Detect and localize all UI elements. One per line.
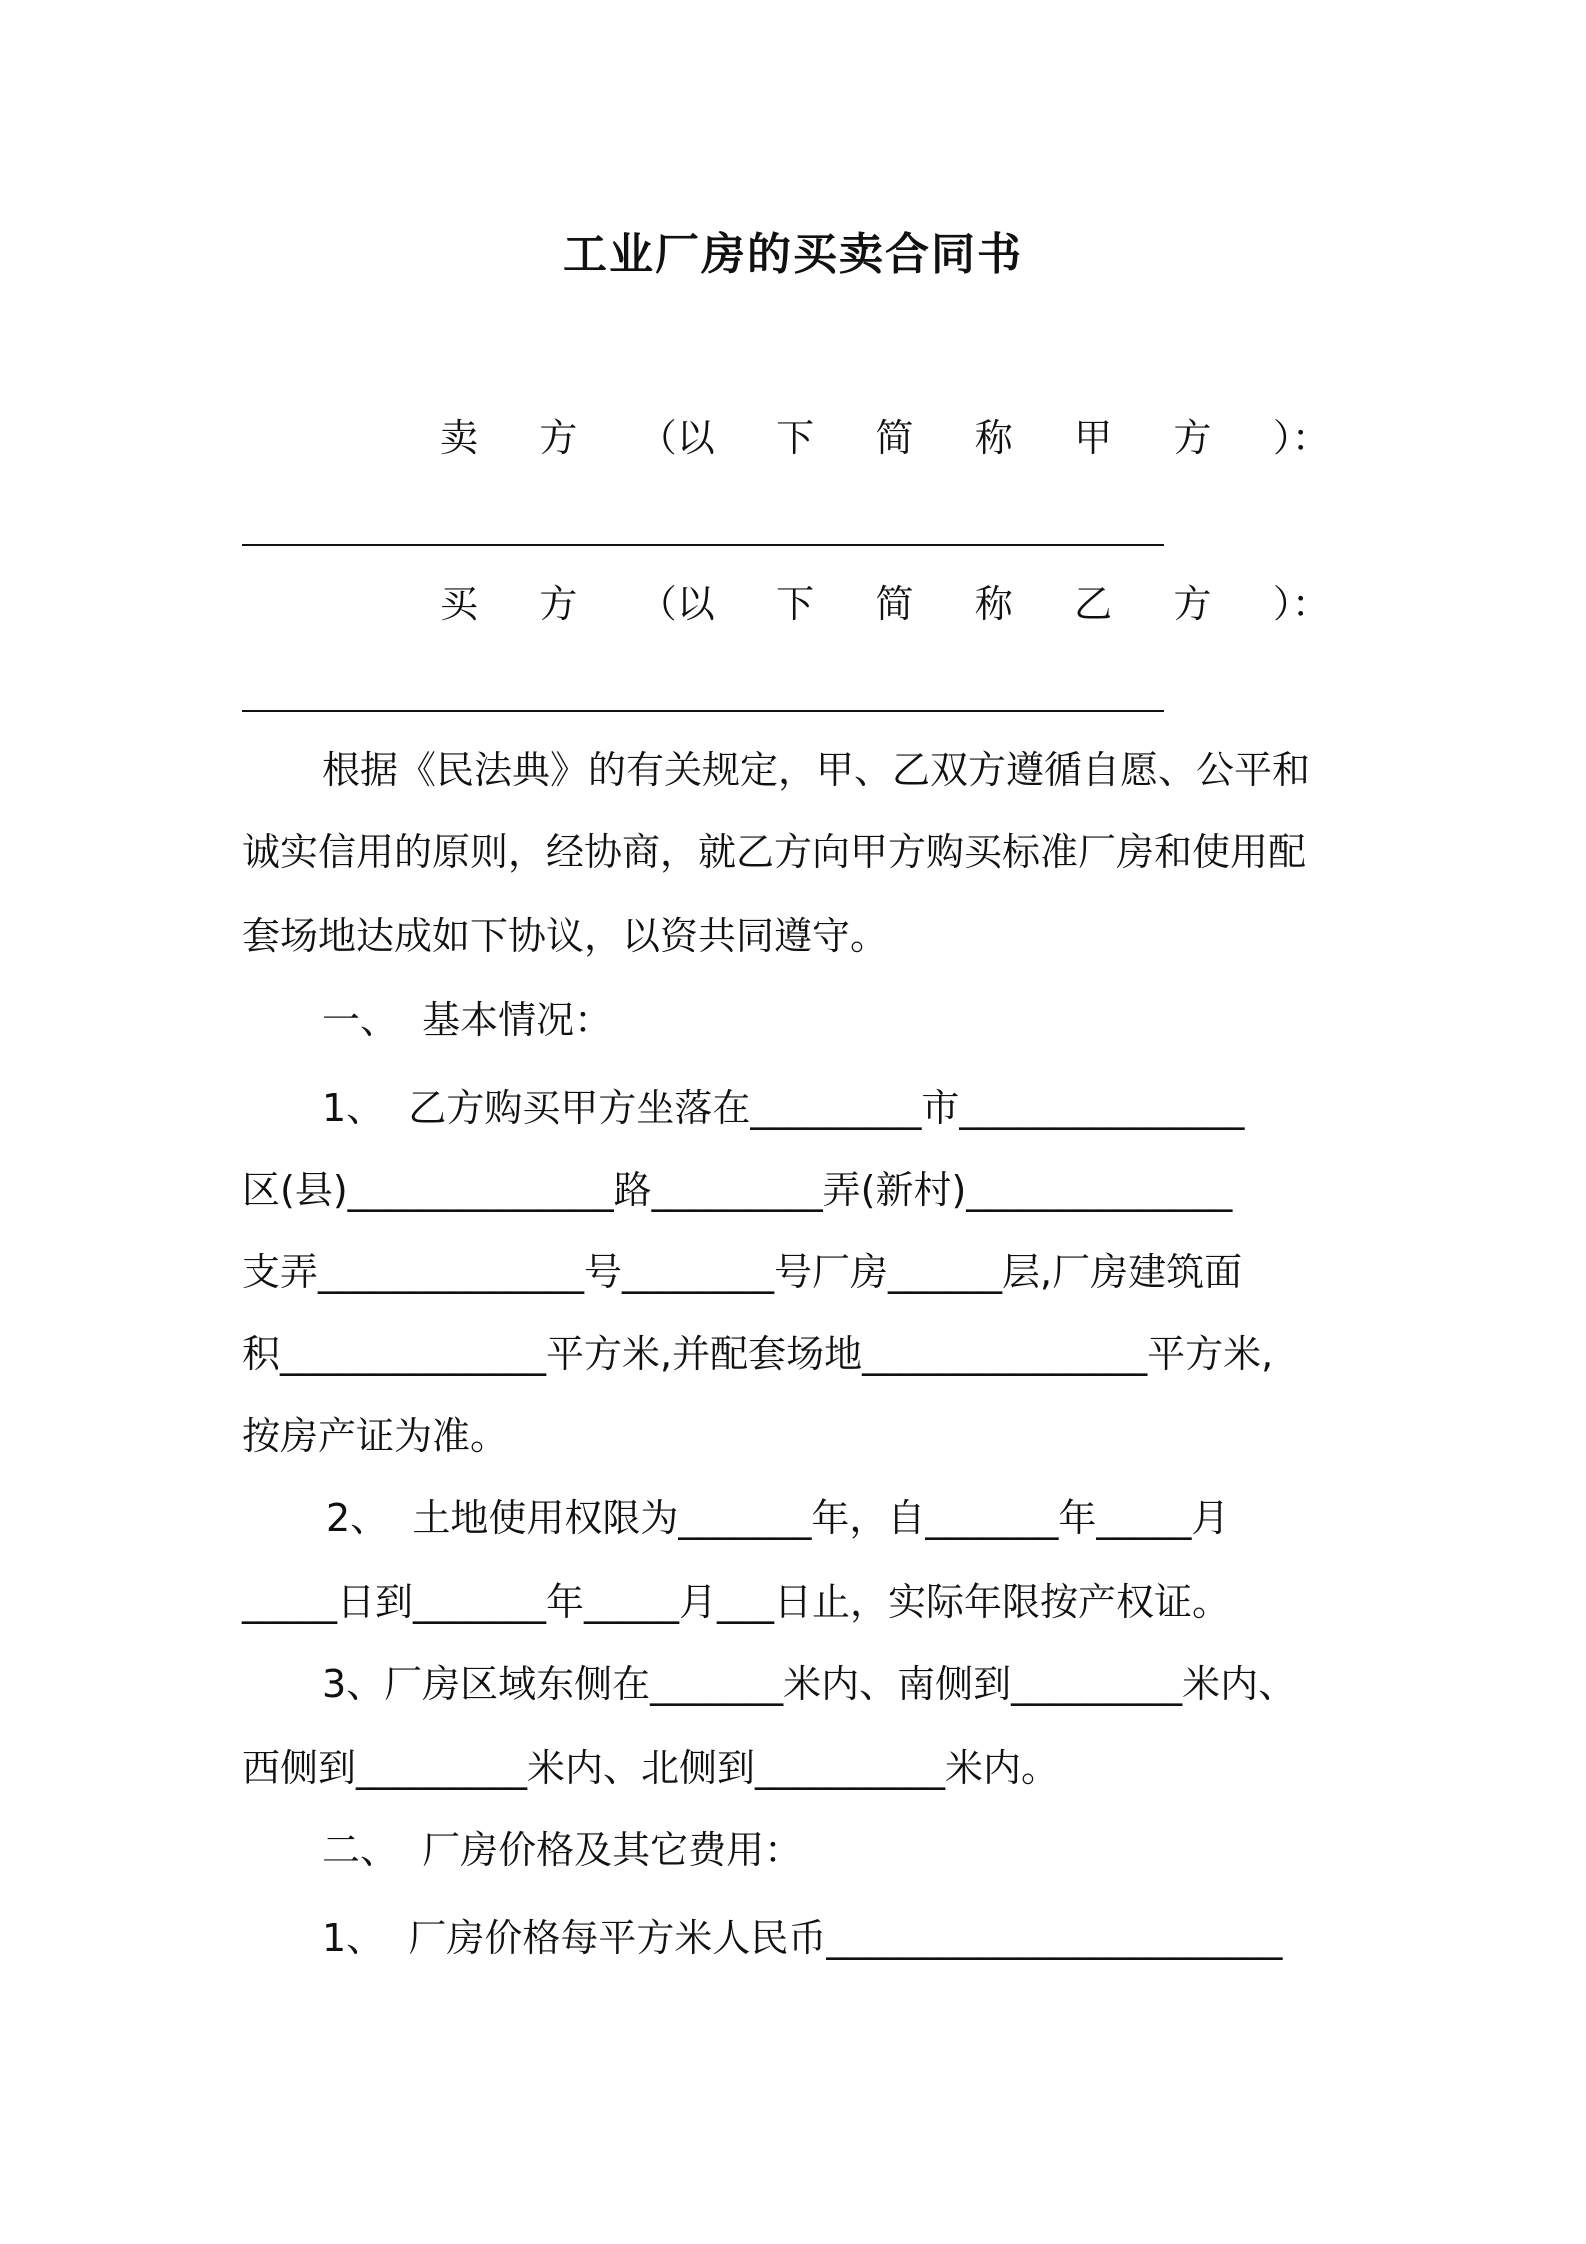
seller-name-blank-line [242, 544, 1164, 546]
section-1-heading: 一、 基本情况： [322, 998, 613, 1042]
buyer-label-char: ）： [1272, 582, 1330, 626]
buyer-label-char: 方 [1173, 582, 1212, 626]
item-1-line-4: 积______________平方米,并配套场地_______________平方米, [242, 1332, 1274, 1376]
document-title: 工业厂房的买卖合同书 [563, 229, 1023, 280]
item-1-line-2: 区(县)______________路_________弄(新村)______________ [242, 1168, 1233, 1212]
item-1-line-3: 支弄______________号________号厂房______层,厂房建筑面 [242, 1250, 1243, 1294]
seller-label-char: 下 [776, 416, 815, 460]
buyer-label-char: 下 [776, 582, 815, 626]
seller-label-char: ）： [1272, 416, 1330, 460]
item-3-line-1: 3、厂房区域东侧在_______米内、南侧到_________米内、 [322, 1662, 1297, 1706]
seller-label-char: 方 [1173, 416, 1212, 460]
buyer-label-char: 方 [539, 582, 578, 626]
item-3-line-2: 西侧到_________米内、北侧到__________米内。 [242, 1746, 1060, 1790]
seller-label-char: 方 [539, 416, 578, 460]
intro-line-1: 根据《民法典》的有关规定，甲、乙双方遵循自愿、公平和 [322, 748, 1311, 792]
buyer-label-char: 乙 [1074, 582, 1113, 626]
buyer-label-char: （以 [638, 582, 715, 626]
buyer-label-row [440, 580, 1330, 628]
buyer-label-char: 简 [875, 582, 914, 626]
item-2-line-1: 2、 土地使用权限为_______年，自_______年_____月 [326, 1496, 1230, 1540]
seller-label-row [440, 414, 1330, 462]
buyer-name-blank-line [242, 710, 1164, 712]
item-2-line-2: _____日到_______年_____月___日止，实际年限按产权证。 [242, 1580, 1231, 1624]
seller-label-char: 甲 [1074, 416, 1113, 460]
intro-line-3: 套场地达成如下协议，以资共同遵守。 [242, 914, 889, 958]
seller-label-char: （以 [638, 416, 715, 460]
intro-line-2: 诚实信用的原则，经协商，就乙方向甲方购买标准厂房和使用配 [242, 830, 1307, 874]
buyer-label-char: 称 [974, 582, 1013, 626]
item-1-line-1: 1、 乙方购买甲方坐落在_________市_______________ [322, 1086, 1245, 1130]
item-1-line-5: 按房产证为准。 [242, 1414, 509, 1458]
seller-label-char: 简 [875, 416, 914, 460]
section-2-item-1: 1、 厂房价格每平方米人民币________________________ [322, 1916, 1283, 1960]
buyer-label-char: 买 [440, 582, 479, 626]
section-2-heading: 二、 厂房价格及其它费用： [322, 1828, 803, 1872]
seller-label-char: 称 [974, 416, 1013, 460]
seller-label-char: 卖 [440, 416, 479, 460]
